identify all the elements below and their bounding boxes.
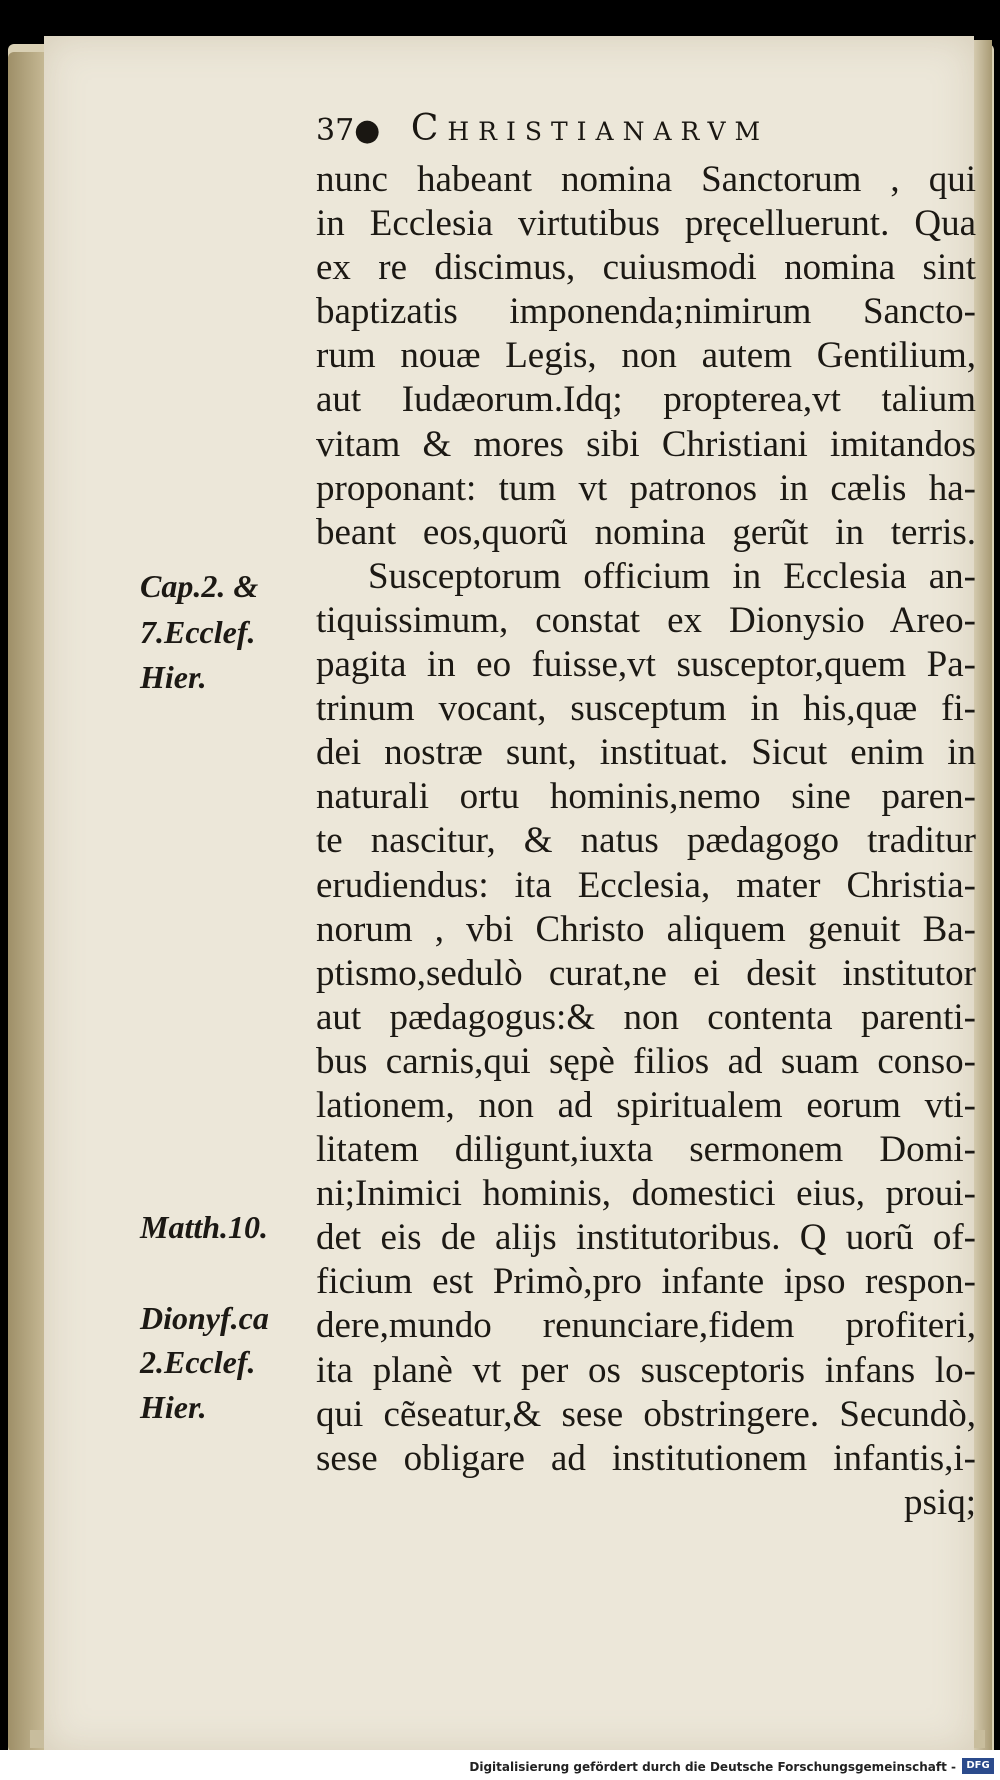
- text-line: qui cẽseatur,& sese obstringere. Secundò,: [316, 1393, 976, 1435]
- text-line: proponant: tum vt patronos in cælis ha-: [316, 467, 976, 509]
- text-line: trinum vocant, susceptum in his,quæ fi-: [316, 688, 976, 730]
- text-line: baptizatis imponenda;nimirum Sancto-: [316, 291, 976, 333]
- text-line: litatem diligunt,iuxta sermonem Domi-: [316, 1129, 976, 1171]
- text-line: ex re discimus, cuiusmodi nomina sint: [316, 247, 976, 289]
- text-line: aut pædagogus:& non contenta parenti-: [316, 996, 976, 1038]
- text-line: vitam & mores sibi Christiani imitandos: [316, 423, 976, 465]
- text-line: naturali ortu hominis,nemo sine paren-: [316, 776, 976, 818]
- text-line: rum nouæ Legis, non autem Gentilium,: [316, 335, 976, 377]
- text-line: norum , vbi Christo aliquem genuit Ba-: [316, 908, 976, 950]
- text-line: det eis de alijs institutoribus. Q uorũ of-: [316, 1217, 976, 1259]
- text-line: nunc habeant nomina Sanctorum , qui: [316, 159, 976, 200]
- margin-note: Matth.10.: [140, 1209, 269, 1245]
- text-line: Susceptorum officium in Ecclesia an-: [368, 555, 976, 597]
- dfg-logo: DFG: [962, 1758, 994, 1774]
- text-line: dei nostræ sunt, instituat. Sicut enim in: [316, 732, 976, 774]
- footer-bar: [0, 1750, 1000, 1780]
- text-line: sese obligare ad institutionem infantis,i-: [316, 1437, 976, 1479]
- text-line: aut Iudæorum.Idq; propterea,vt talium: [316, 379, 976, 421]
- running-title: Christianarvm: [410, 108, 770, 149]
- text-line: tiquissimum, constat ex Dionysio Areo-: [316, 599, 976, 641]
- margin-note: 7.Ecclef.: [140, 614, 256, 650]
- margin-note: Cap.2. &: [140, 568, 259, 604]
- body-text: [316, 158, 976, 1525]
- catchword: psiq;: [904, 1481, 976, 1523]
- text-line: ficium est Primò,pro infante ipso respon-: [316, 1261, 976, 1303]
- text-line: bus carnis,qui sępè filios ad suam conso-: [316, 1040, 976, 1082]
- text-line: in Ecclesia virtutibus pręcelluerunt. Qua: [316, 203, 976, 245]
- margin-note: 2.Ecclef.: [140, 1344, 256, 1380]
- text-line: ptismo,sedulò curat,ne ei desit institutor: [316, 952, 976, 994]
- text-line: erudiendus: ita Ecclesia, mater Christia-: [316, 864, 976, 906]
- text-line: dere,mundo renunciare,fidem profiteri,: [316, 1305, 976, 1347]
- text-line: ita planè vt per os susceptoris infans lo-: [316, 1349, 976, 1391]
- text-line: lationem, non ad spiritualem eorum vti-: [316, 1084, 976, 1126]
- margin-note: Dionyf.ca: [140, 1300, 269, 1336]
- page-number: 37●: [316, 113, 381, 148]
- digitization-credit: Digitalisierung gefördert durch die Deutsche Forschungsgemeinschaft -: [469, 1760, 956, 1774]
- page-edge-left: [8, 52, 48, 1752]
- margin-note: Hier.: [140, 1389, 207, 1425]
- text-line: beant eos,quorũ nomina gerũt in terris.: [316, 511, 976, 553]
- text-line: te nascitur, & natus pædagogo traditur: [316, 820, 976, 862]
- text-line: ni;Inimici hominis, domestici eius, proui-: [316, 1173, 976, 1215]
- text-line: pagita in eo fuisse,vt susceptor,quem Pa-: [316, 644, 976, 686]
- margin-note: Hier.: [140, 659, 207, 695]
- running-head: [316, 108, 926, 149]
